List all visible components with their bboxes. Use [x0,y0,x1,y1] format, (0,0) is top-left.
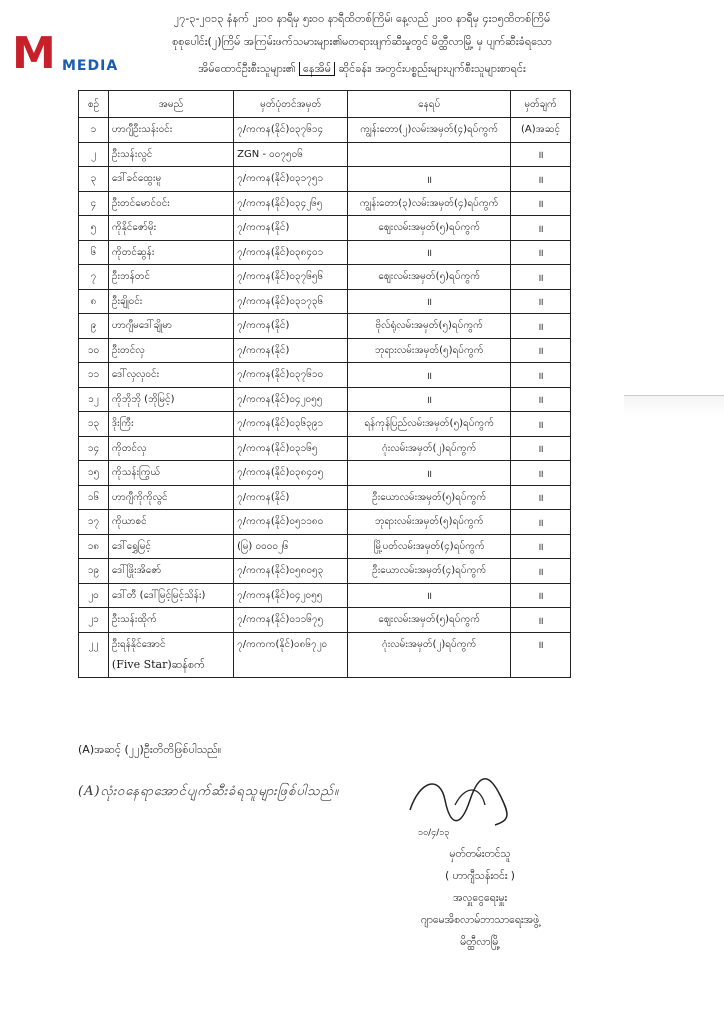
signatory-block [370,843,590,953]
row-name-text: ကိုနိုင်ဇော်မိုး [111,222,157,234]
row-note-text: ॥ [537,346,544,358]
row-reg-text: ၇/ကကန(နိုင်) [237,491,290,503]
header-boxed-word: နေအိမ် [299,62,335,76]
row-name-text: ဒေါ်ဖြိုးအိဇော် [111,565,162,577]
table-row [79,559,571,584]
row-reg [234,461,348,486]
row-addr-text: ॥ [426,370,433,382]
row-reg-text: ၇/ကကန(နိုင်)၀၅၁၁၈၀ [237,516,324,528]
row-no [79,167,109,192]
row-note [511,608,571,633]
row-addr [348,510,511,535]
row-reg [234,167,348,192]
signatory-town: မိတ္ထီလာမြို့ [460,936,500,948]
row-no [79,387,109,412]
row-no-text: ၁၉ [87,565,100,577]
row-name-text: ဒေါ်ရွှေမြင့် [111,540,151,552]
row-addr-text: ဘုရားလမ်းအမှတ်(၅)ရပ်ကွက် [374,344,484,356]
table-row [79,338,571,363]
row-name [108,118,233,143]
row-note [511,461,571,486]
row-note [511,142,571,167]
row-note-text: ॥ [537,542,544,554]
table-row [79,461,571,486]
row-reg-text: ၇/ကကန(နိုင်)၀၃၇၆၁၄ [237,124,324,136]
row-reg [234,510,348,535]
table-row [79,485,571,510]
row-name [108,167,233,192]
row-reg [234,240,348,265]
row-reg [234,216,348,241]
row-reg-text: ၇/ကကန(နိုင်)၀၅၈၀၅၃ [237,565,324,577]
watermark-text: MEDIA [62,58,119,74]
row-no [79,534,109,559]
row-addr [348,363,511,388]
row-note [511,363,571,388]
row-name-text: ဦးတင်မောင်ဝင်း [111,197,170,209]
row-name-text: ကိုတင်ဆွန်း [111,246,155,258]
row-no-text: ၅ [90,222,97,234]
row-name-text: ဒိုးကြီး [111,418,134,430]
row-name-text: ဟာဂျီမဒေါ်ချိုမာ [111,320,173,332]
row-name [108,387,233,412]
row-no-text: ၁၁ [87,369,100,381]
row-no [79,461,109,486]
row-addr [348,534,511,559]
row-reg [234,485,348,510]
row-addr [348,142,511,167]
row-reg [234,412,348,437]
row-note-text: ॥ [537,639,544,651]
row-reg [234,289,348,314]
table-row [79,118,571,143]
row-note [511,510,571,535]
table-row [79,142,571,167]
row-reg [234,118,348,143]
row-name-text: ကိုဘိုဘို (ဘိုမြင့်) [111,393,175,405]
row-reg [234,387,348,412]
row-addr [348,583,511,608]
scan-edge-mark [624,395,724,416]
row-no [79,510,109,535]
header-reg: မှတ်ပုံတင်အမှတ် [234,91,348,118]
row-note-text: ॥ [537,468,544,480]
row-addr [348,461,511,486]
row-addr [348,338,511,363]
row-reg-text: ၇/ကကန(နိုင်)၀၃၇၆၁၀ [237,369,324,381]
row-name [108,265,233,290]
row-name [108,412,233,437]
row-addr-text: ॥ [426,297,433,309]
row-name-text: ဒေါ်လှလှဝင်း [111,369,160,381]
table-row [79,289,571,314]
row-no [79,338,109,363]
row-name-text: ဒေါ်တီ (ဒေါ်မြင့်မြင့်သိန်း) [111,589,206,601]
row-no [79,363,109,388]
row-no [79,265,109,290]
row-no [79,191,109,216]
row-name [108,608,233,633]
row-name [108,632,233,677]
row-addr-text: ဦးယောလမ်းအမှတ်(၅)ရပ်ကွက် [372,491,487,503]
row-addr [348,436,511,461]
row-addr-text: ဈေးလမ်းအမှတ်(၅)ရပ်ကွက် [378,614,481,626]
row-note [511,583,571,608]
header-addr: နေရပ် [348,91,511,118]
row-note [511,118,571,143]
row-no-text: ၂ [90,148,96,160]
row-addr-text: ဗိုလ်ရုံလမ်းအမှတ်(၅)ရပ်ကွက် [375,320,483,332]
row-note [511,485,571,510]
table-row [79,632,571,677]
row-reg-text: ၇/ကကန(နိုင်)၀၄၂၀၅၅ [237,393,323,405]
row-reg-text: ၇/ကကန(နိုင်)၀၁၁၆၇၅ [237,614,324,626]
table-row [79,583,571,608]
row-reg-text: ၇/ကကန(နိုင်)၀၃၈၄၀၅ [237,467,324,479]
row-name [108,485,233,510]
row-no [79,485,109,510]
row-addr [348,118,511,143]
table-row [79,216,571,241]
row-note [511,387,571,412]
row-name [108,363,233,388]
row-note-text: ॥ [537,248,544,260]
row-name-text: ဦးသန်းလွင် [111,148,153,160]
row-addr [348,289,511,314]
row-addr-text: ဂုံးလမ်းအမှတ်(၂)ရပ်ကွက် [382,442,477,454]
table-row [79,240,571,265]
row-note [511,240,571,265]
signatory-title: မှတ်တမ်းတင်သူ [449,848,511,860]
row-name [108,289,233,314]
row-reg-text: ၇/ကကန(နိုင်) [237,222,290,234]
table-row [79,191,571,216]
row-reg [234,632,348,677]
signatory-name: ( ဟာဂျီသန်းဝင်း ) [445,870,515,882]
table-row [79,387,571,412]
row-note-text: ॥ [537,297,544,309]
row-no-text: ၁၅ [87,467,100,479]
table-row [79,167,571,192]
table-header-row [79,91,571,118]
row-name-text: ဟာဂျီကိုကိုလွင် [111,491,168,503]
row-name-text: ဦးရန်နိုင်အောင် [111,638,166,650]
row-reg [234,436,348,461]
row-no [79,118,109,143]
row-reg-text: ၇/ကကန(နိုင်) [237,320,290,332]
row-reg-text: ၇/ကကက(နိုင်)၀၈၆၇၂၀ [237,638,328,650]
header-no: စဉ် [79,91,109,118]
row-no [79,216,109,241]
row-reg-text: ၇/ကကန(နိုင်)၀၃၈၄၀၁ [237,246,324,258]
row-no-text: ၁၄ [87,442,100,454]
row-addr-text: ဦးယောလမ်းအမှတ်(၄)ရပ်ကွက် [372,565,487,577]
row-note [511,559,571,584]
row-addr [348,559,511,584]
row-note [511,167,571,192]
handwritten-note: (A)လုံးဝနေရာအောင်ပျက်ဆီးခံရသူများဖြစ်ပါသည်။ [78,784,340,799]
header-note: မှတ်ချက် [511,91,571,118]
row-no [79,608,109,633]
row-note [511,436,571,461]
signature [400,770,530,840]
row-reg [234,265,348,290]
row-note [511,412,571,437]
table-row [79,608,571,633]
row-no-text: ၁၆ [87,491,100,503]
row-no [79,559,109,584]
row-no-text: ၃ [90,173,97,185]
row-name-sub: (Five Star)ဆန်စက် [111,657,205,671]
row-note-text: ॥ [537,517,544,529]
row-addr-text: ရန်ကုန်ပြည်လမ်းအမှတ်(၅)ရပ်ကွက် [364,418,494,430]
row-note-text: ॥ [537,199,544,211]
row-name [108,534,233,559]
row-note-text: ॥ [537,223,544,235]
row-reg-text: ၇/ကကန(နိုင်)၀၃၁၆၅ [237,442,318,454]
row-note-text: ॥ [537,395,544,407]
row-no-text: ၁ [90,124,97,136]
signature-date: ၁၀/၄/၁၃ [418,828,450,838]
row-note-text: ॥ [537,174,544,186]
row-reg-text: ၇/ကကန(နိုင်) [237,344,290,356]
row-reg [234,608,348,633]
row-no [79,240,109,265]
row-addr-text: ॥ [426,468,433,480]
row-no-text: ၉ [90,320,97,332]
row-note [511,216,571,241]
row-note-text: ॥ [537,493,544,505]
row-reg [234,534,348,559]
row-no [79,583,109,608]
row-name [108,240,233,265]
row-reg [234,191,348,216]
row-no [79,142,109,167]
row-name-text: ဦးသန်းထိုက် [111,614,157,626]
row-name-text: ဟာဂျီဦးသန်းဝင်း [111,124,173,136]
row-no [79,436,109,461]
row-reg-text: ၇/ကကန(နိုင်)၀၃၆၃၉၁ [237,418,324,430]
row-name [108,436,233,461]
table-row [79,436,571,461]
header-line-3 [0,62,724,78]
signatory-role: အလှူငွေရေးမှူး [452,892,508,904]
row-note-text: ॥ [537,321,544,333]
table-row [79,265,571,290]
row-reg-text: ၇/ကကန(နိုင်)၀၃၁၇၃၆ [237,295,324,307]
row-note [511,534,571,559]
row-name [108,216,233,241]
row-name-text: ကိုယာစင် [111,516,147,528]
row-name-text: ကိုတင်လှ [111,442,147,454]
table-row [79,510,571,535]
row-name-text: ဦးတင်လှ [111,344,145,356]
row-reg [234,363,348,388]
row-no-text: ၂၁ [88,614,99,626]
row-no [79,632,109,677]
row-reg-text: ၇/ကကန(နိုင်)၀၄၂၀၅၅ [237,589,323,601]
row-addr [348,191,511,216]
row-note-text: ॥ [537,591,544,603]
row-note [511,265,571,290]
row-note [511,191,571,216]
row-name [108,314,233,339]
row-addr-text: ဂုံးလမ်းအမှတ်(၂)ရပ်ကွက် [382,638,477,650]
row-addr [348,216,511,241]
row-note-text: ॥ [537,566,544,578]
row-addr [348,608,511,633]
row-addr-text: ॥ [426,395,433,407]
row-addr [348,412,511,437]
row-name [108,559,233,584]
row-reg-text: (မြ) ၀၀၀၀၂၆ [237,540,289,552]
signatory-org: ဂျာမေအိစလာမ်ဘာသာရေးအဖွဲ့ [420,914,540,926]
row-reg [234,338,348,363]
table-row [79,363,571,388]
header-line-1: ၂၇-၃-၂၀၁၃ နံနက် ၂း၀၀ နာရီမှ ၅း၀၀ နာရီထိတစ်ကြိမ်၊ နေ့လည် ၂း၀၀ နာရီမှ ၄း၁၅ထိတစ်ကြိမ် [173,12,551,25]
row-note [511,289,571,314]
table-row [79,534,571,559]
row-no-text: ၄ [90,197,97,209]
row-note [511,632,571,677]
row-no-text: ၁၀ [87,344,100,356]
row-no-text: ၈ [90,295,97,307]
row-addr-text: ကျွန်းတော(၃)လမ်းအမှတ်(၄)ရပ်ကွက် [359,197,499,209]
row-addr [348,265,511,290]
row-no-text: ၂၂ [88,638,99,650]
header-line-2: စုစုပေါင်း(၂)ကြိမ် အကြမ်းဖက်သမားများ၏မတရားဖျက်ဆီးမှုတွင် မိတ္ထီလာမြို့ မှ ပျက်ဆီးခံရသော [172,35,552,48]
row-addr-text: ॥ [426,591,433,603]
row-name-text: ဒေါ်ခင်ထွေးမူ [111,173,162,185]
row-name [108,583,233,608]
row-reg-text: ၇/ကကန(နိုင်)၀၃၁၇၅၁ [237,173,324,185]
row-note-text: ॥ [537,615,544,627]
row-no-text: ၁၈ [87,540,100,552]
header-name: အမည် [108,91,233,118]
row-addr [348,387,511,412]
watermark-logo: M [12,28,54,79]
row-addr [348,632,511,677]
row-no [79,412,109,437]
row-reg-text: ၇/ကကန(နိုင်)၀၃၄၂၆၅ [237,197,323,209]
row-reg [234,583,348,608]
row-name-text: ကိုသန်းကြွယ် [111,467,161,479]
row-addr-text: ॥ [426,248,433,260]
row-note-text: ॥ [537,272,544,284]
row-name [108,338,233,363]
row-note-text: ॥ [537,150,544,162]
row-note [511,314,571,339]
row-note [511,338,571,363]
row-addr [348,167,511,192]
row-addr-text: ဈေးလမ်းအမှတ်(၅)ရပ်ကွက် [378,271,481,283]
table-row [79,314,571,339]
footnote: (A)အဆင့် (၂၂)ဦးတိတိဖြစ်ပါသည်။ [78,743,222,756]
row-reg-text: ၇/ကကန(နိုင်)၀၃၇၆၅၆ [237,271,324,283]
row-note-text: ॥ [537,444,544,456]
row-reg [234,142,348,167]
row-addr-text: ဘုရားလမ်းအမှတ်(၅)ရပ်ကွက် [374,516,484,528]
row-name-text: ဦးချိုဝင်း [111,295,143,307]
header-line-3-post: ဆိုင်ခန်း၊ အတွင်းပစ္စည်းများပျက်စီးသူများစာရင်း [338,62,526,75]
row-no-text: ၁၃ [87,418,100,430]
header-line-3-pre: အိမ်ထောင်ဦးစီးသူများ၏ [198,62,296,75]
row-name-text: ဦးဘန်တင် [111,271,151,283]
row-note-text: (A)အဆင့် [521,124,561,136]
row-name [108,510,233,535]
row-addr-text: ဈေးလမ်းအမှတ်(၅)ရပ်ကွက် [378,222,481,234]
row-addr-text: ॥ [426,174,433,186]
victims-table [78,90,571,678]
row-name [108,191,233,216]
row-addr-text: မြို့ပတ်လမ်းအမှတ်(၄)ရပ်ကွက် [373,540,485,552]
row-no [79,314,109,339]
row-note-text: ॥ [537,419,544,431]
row-name [108,461,233,486]
row-no-text: ၁၇ [87,516,100,528]
row-addr [348,485,511,510]
row-no [79,289,109,314]
table-row [79,412,571,437]
row-name [108,142,233,167]
row-reg [234,559,348,584]
row-addr [348,314,511,339]
row-no-text: ၇ [90,271,97,283]
row-reg [234,314,348,339]
row-addr-text: ကျွန်းတော(၂)လမ်းအမှတ်(၄)ရပ်ကွက် [360,124,499,136]
row-reg-text: ZGN - ၀၀၇၅၀၆ [237,148,303,160]
row-addr [348,240,511,265]
row-no-text: ၂၀ [88,589,99,601]
row-no-text: ၆ [90,246,97,258]
row-note-text: ॥ [537,370,544,382]
row-no-text: ၁၂ [88,393,99,405]
